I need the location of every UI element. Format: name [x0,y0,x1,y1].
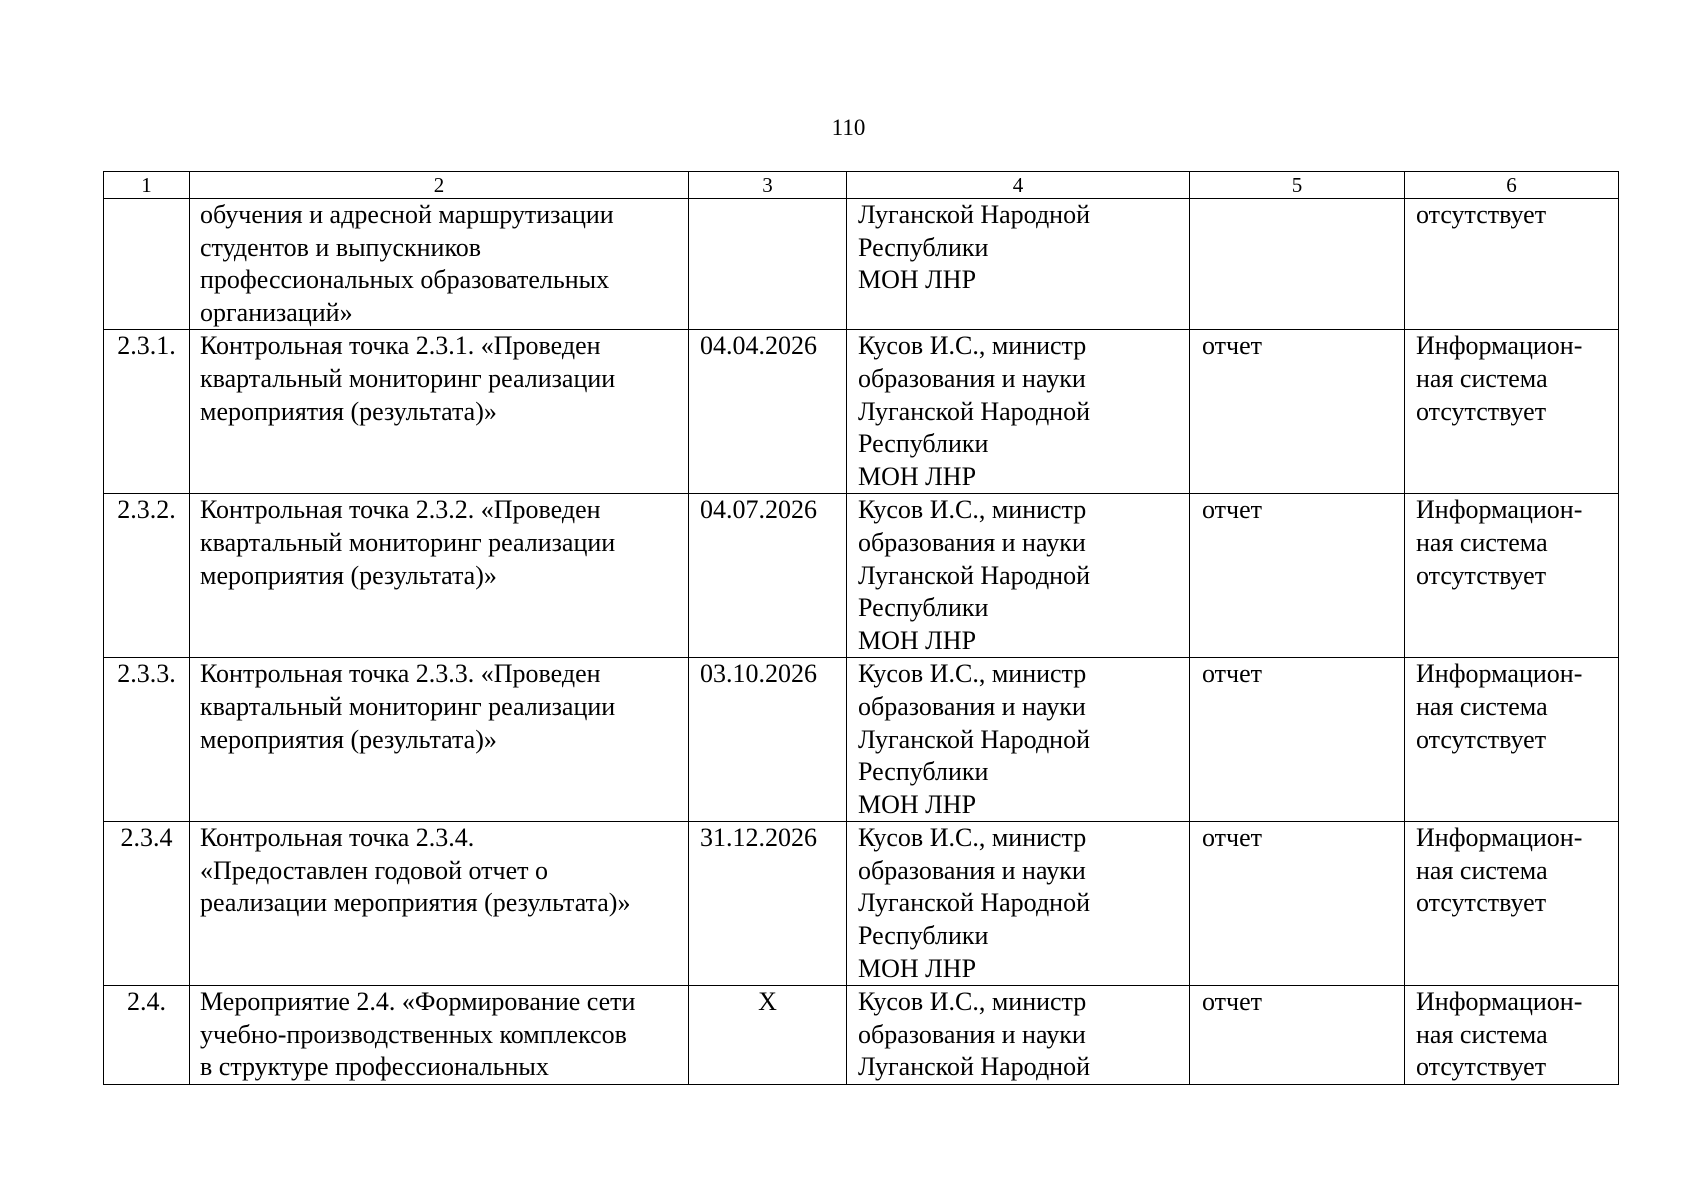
deadline-cell: 31.12.2026 [689,822,847,986]
responsible-cell: Кусов И.С., министр образования и науки Луганской Народной [847,986,1190,1085]
column-number: 6 [1405,172,1619,199]
column-number: 5 [1190,172,1405,199]
row-number-cell: 2.3.1. [104,330,190,494]
page-number: 110 [831,115,866,140]
measure-name-cell: Контрольная точка 2.3.4. «Предоставлен годовой отчет о реализации мероприятия (результата)» [190,822,689,986]
responsible-cell: Луганской Народной Республики МОН ЛНР [847,199,1190,330]
row-number-cell: 2.3.3. [104,658,190,822]
deadline-cell: 04.04.2026 [689,330,847,494]
measure-name-cell: Контрольная точка 2.3.2. «Проведен квартальный мониторинг реализации мероприятия (результата)» [190,494,689,658]
row-number-cell [104,199,190,330]
table-row [104,330,1619,494]
measure-name-cell: обучения и адресной маршрутизации студентов и выпускников профессиональных образовательных организаций» [190,199,689,330]
table-row [104,822,1619,986]
column-number: 1 [104,172,190,199]
deadline-cell: 03.10.2026 [689,658,847,822]
table-row [104,986,1619,1085]
responsible-cell: Кусов И.С., министр образования и науки Луганской Народной Республики МОН ЛНР [847,494,1190,658]
responsible-cell: Кусов И.С., министр образования и науки Луганской Народной Республики МОН ЛНР [847,330,1190,494]
info-system-cell: Информацион- ная система отсутствует [1405,986,1619,1085]
column-number: 3 [689,172,847,199]
document-type-cell: отчет [1190,494,1405,658]
document-type-cell [1190,199,1405,330]
info-system-cell: Информацион- ная система отсутствует [1405,822,1619,986]
deadline-cell [689,199,847,330]
document-type-cell: отчет [1190,658,1405,822]
info-system-cell: Информацион- ная система отсутствует [1405,658,1619,822]
deadline-cell: 04.07.2026 [689,494,847,658]
column-number: 4 [847,172,1190,199]
info-system-cell: Информацион- ная система отсутствует [1405,330,1619,494]
deadline-cell: Х [689,986,847,1085]
row-number-cell: 2.3.4 [104,822,190,986]
info-system-cell: отсутствует [1405,199,1619,330]
responsible-cell: Кусов И.С., министр образования и науки Луганской Народной Республики МОН ЛНР [847,658,1190,822]
table-row [104,199,1619,330]
document-type-cell: отчет [1190,986,1405,1085]
measure-name-cell: Контрольная точка 2.3.3. «Проведен квартальный мониторинг реализации мероприятия (результата)» [190,658,689,822]
document-type-cell: отчет [1190,822,1405,986]
document-type-cell: отчет [1190,330,1405,494]
row-number-cell: 2.3.2. [104,494,190,658]
info-system-cell: Информацион- ная система отсутствует [1405,494,1619,658]
column-number: 2 [190,172,689,199]
measure-name-cell: Мероприятие 2.4. «Формирование сети учебно-производственных комплексов в структуре профессиональных [190,986,689,1085]
table-row [104,494,1619,658]
plan-table [103,171,1619,1085]
column-number-row [104,172,1619,199]
row-number-cell: 2.4. [104,986,190,1085]
responsible-cell: Кусов И.С., министр образования и науки Луганской Народной Республики МОН ЛНР [847,822,1190,986]
measure-name-cell: Контрольная точка 2.3.1. «Проведен квартальный мониторинг реализации мероприятия (результата)» [190,330,689,494]
table-row [104,658,1619,822]
